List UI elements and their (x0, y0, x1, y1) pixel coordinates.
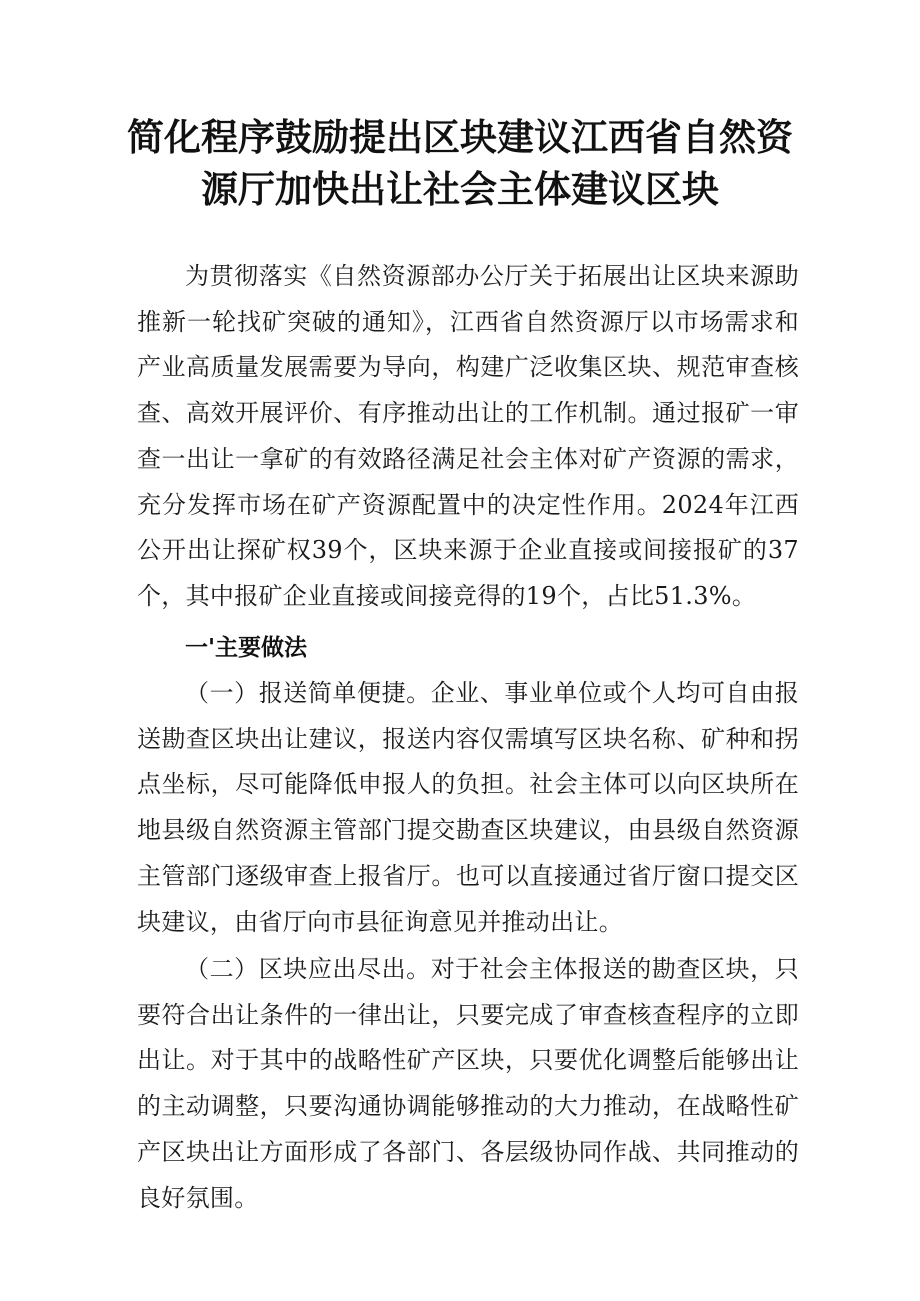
title-line-1: 简化程序鼓励提出区块建议江西省自然资 (127, 116, 793, 159)
paragraph-one: （一）报送简单便捷。企业、事业单位或个人均可自由报送勘查区块出让建议，报送内容仅需填写区块名称、矿种和拐点坐标，尽可能降低申报人的负担。社会主体可以向区块所在地县级自然资源主管部门提交勘查区块建议，由县级自然资源主管部门逐级审查上报省厅。也可以直接通过省厅窗口提交区块建议，由省厅向市县征询意见并推动出让。 (137, 679, 799, 936)
document-title (120, 112, 800, 216)
intro-paragraph: 为贯彻落实《自然资源部办公厅关于拓展出让区块来源助推新一轮找矿突破的通知》，江西省自然资源厅以市场需求和产业高质量发展需要为导向，构建广泛收集区块、规范审查核查、高效开展评价、有序推动出让的工作机制。通过报矿一审查一出让一拿矿的有效路径满足社会主体对矿产资源的需求，充分发挥市场在矿产资源配置中的决定性作用。2024年江西公开出让探矿权39个，区块来源于企业直接或间接报矿的37个，其中报矿企业直接或间接竞得的19个，占比51.3%。 (137, 262, 799, 610)
section-heading: 一'主要做法 (185, 635, 308, 661)
paragraph-two: （二）区块应出尽出。对于社会主体报送的勘查区块，只要符合出让条件的一律出让，只要完成了审查核查程序的立即出让。对于其中的战略性矿产区块，只要优化调整后能够出让的主动调整，只要沟通协调能够推动的大力推动，在战略性矿产区块出让方面形成了各部门、各层级协同作战、共同推动的良好氛围。 (137, 955, 799, 1212)
title-line-2: 源厅加快出让社会主体建议区块 (201, 168, 719, 211)
